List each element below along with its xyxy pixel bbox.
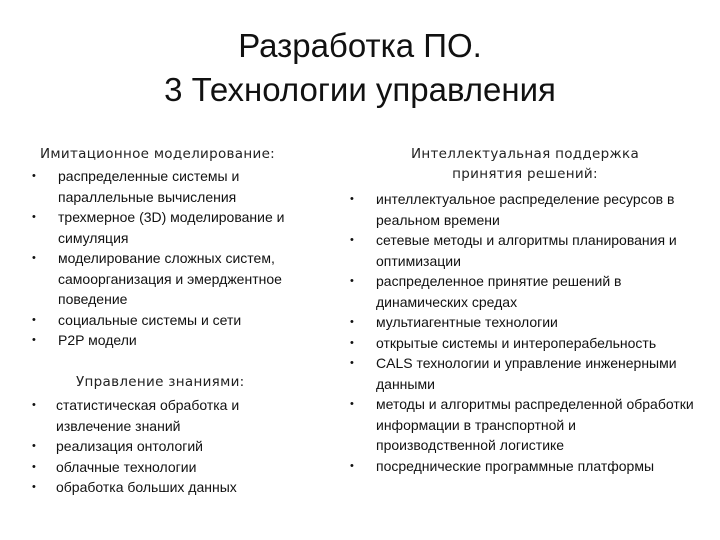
list-item [32, 207, 316, 248]
list-item [32, 395, 296, 436]
section-heading-decision-support [380, 144, 670, 184]
decision-support-list [350, 189, 694, 476]
section-heading-knowledge: Управление знаниями: [76, 374, 245, 390]
list-item [32, 436, 296, 457]
list-item [350, 189, 694, 230]
bullet-icon: • [32, 399, 36, 411]
list-item-text: посреднические программные платформы [376, 457, 655, 474]
list-item-text: P2P модели [58, 332, 137, 348]
knowledge-list [32, 395, 296, 498]
section-heading-line-1: Интеллектуальная поддержка [410, 146, 640, 162]
list-item-text: сетевые методы и алгоритмы планирования и оптимизации [376, 232, 677, 269]
section-heading-simulation: Имитационное моделирование: [40, 146, 276, 162]
bullet-icon: • [350, 357, 354, 369]
list-item-text: статистическая обработка и извлечение знаний [56, 397, 240, 434]
list-item-text: моделирование сложных систем, самоорганизация и эмерджентное поведение [58, 250, 282, 307]
list-item [32, 310, 316, 331]
list-item [32, 166, 316, 207]
slide-title [0, 24, 720, 112]
list-item-text: реализация онтологий [56, 438, 203, 454]
list-item [350, 312, 694, 333]
list-item-text: методы и алгоритмы распределенной обработки информации в транспортной и производственной логистике [376, 396, 694, 453]
list-item [32, 477, 296, 498]
list-item [350, 230, 694, 271]
list-item [32, 457, 296, 478]
list-item-text: распределенные системы и параллельные вычисления [58, 168, 240, 205]
list-item-text: открытые системы и интероперабельность [376, 334, 657, 351]
bullet-icon: • [32, 460, 36, 473]
list-item [350, 394, 694, 456]
slide-title-line-2: 3 Технологии управления [164, 71, 556, 108]
bullet-icon: • [32, 211, 36, 223]
list-item-text: облачные технологии [56, 458, 197, 475]
bullet-icon: • [32, 170, 36, 182]
list-item-text: интеллектуальное распределение ресурсов в реальном времени [376, 191, 675, 228]
bullet-icon: • [350, 234, 354, 246]
list-item [32, 330, 316, 351]
list-item-text: социальные системы и сети [58, 311, 242, 328]
section-heading-line-2: принятия решений: [452, 166, 598, 182]
bullet-icon: • [350, 398, 354, 410]
list-item-text: распределенное принятие решений в динамических средах [376, 273, 622, 310]
bullet-icon: • [32, 252, 36, 264]
list-item [350, 456, 694, 477]
bullet-icon: • [32, 481, 36, 493]
list-item-text: CALS технологии и управление инженерными данными [376, 355, 677, 392]
bullet-icon: • [350, 316, 354, 328]
bullet-icon: • [32, 440, 36, 452]
list-item [350, 353, 694, 394]
simulation-list [32, 166, 316, 351]
bullet-icon: • [350, 275, 354, 287]
bullet-icon: • [32, 313, 36, 326]
list-item-text: трехмерное (3D) моделирование и симуляция [58, 209, 285, 246]
slide-title-line-1: Разработка ПО. [238, 27, 482, 64]
bullet-icon: • [350, 193, 354, 205]
bullet-icon: • [350, 336, 354, 349]
list-item [32, 248, 316, 310]
list-item [350, 333, 694, 354]
list-item-text: мультиагентные технологии [376, 314, 558, 330]
list-item [350, 271, 694, 312]
list-item-text: обработка больших данных [56, 479, 237, 495]
bullet-icon: • [350, 459, 354, 472]
bullet-icon: • [32, 334, 36, 346]
